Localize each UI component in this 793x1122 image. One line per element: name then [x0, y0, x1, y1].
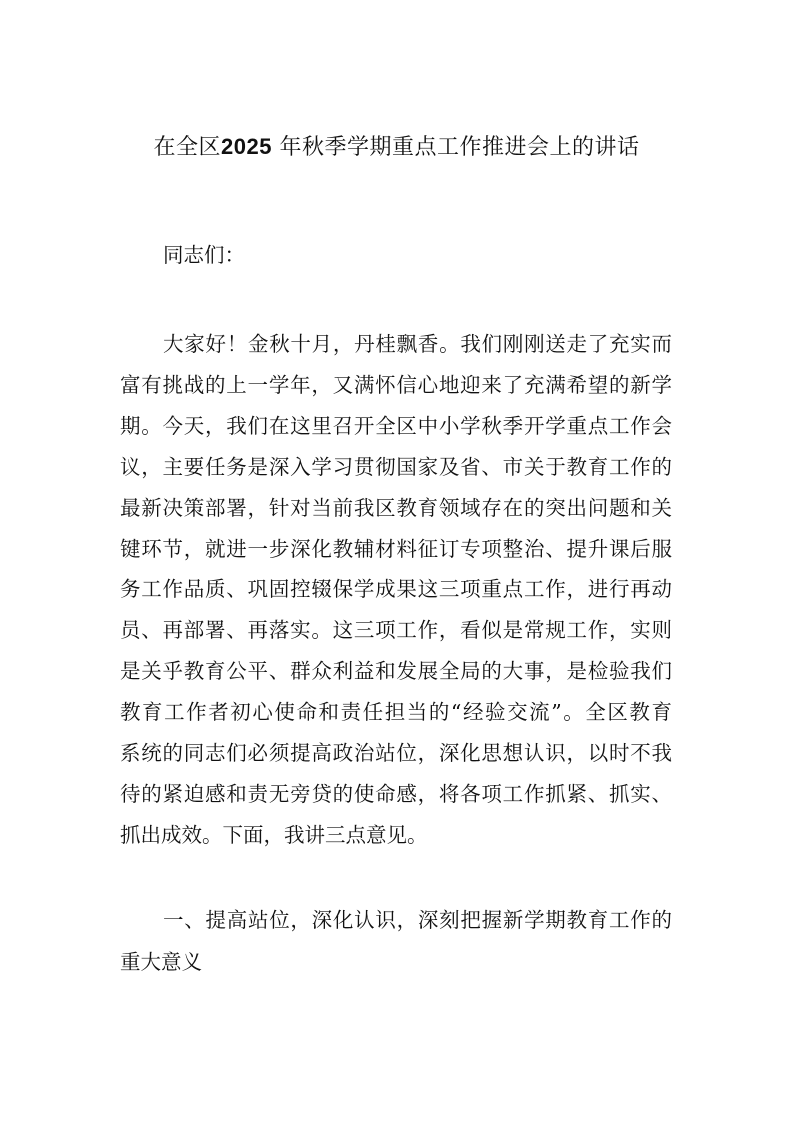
- text-line: 最新决策部署，针对当前我区教育领域存在的突出问题和关: [120, 495, 672, 520]
- text-line: 键环节，就进一步深化教辅材料征订专项整治、提升课后服: [120, 536, 672, 561]
- title-prefix: 在全区: [153, 135, 222, 160]
- document-title: [0, 130, 793, 161]
- text-line: 大家好！金秋十月，丹桂飘香。我们刚刚送走了充实而: [163, 332, 672, 356]
- text-line: 抓出成效。下面，我讲三点意见。: [120, 822, 428, 847]
- text-line: 期。今天，我们在这里召开全区中小学秋季开学重点工作会: [120, 413, 672, 438]
- text-line: 务工作品质、巩固控辍保学成果这三项重点工作，进行再动: [120, 577, 672, 602]
- text-line: 员、再部署、再落实。这三项工作，看似是常规工作，实则: [120, 618, 672, 643]
- text-line: 待的紧迫感和责无旁贷的使命感，将各项工作抓紧、抓实、: [120, 781, 672, 806]
- text-line: 系统的同志们必须提高政治站位，深化思想认识，以时不我: [120, 741, 672, 765]
- title-year: 2025: [221, 134, 272, 159]
- salutation: 同志们：: [163, 243, 245, 267]
- text-line: 是关乎教育公平、群众利益和发展全局的大事，是检验我们: [120, 659, 672, 684]
- text-line: 教育工作者初心使命和责任担当的“经验交流”。全区教育: [120, 700, 672, 725]
- text-line: 重大意义: [120, 949, 202, 974]
- text-line: 一、提高站位，深化认识，深刻把握新学期教育工作的: [163, 908, 672, 932]
- text-line: 议，主要任务是深入学习贯彻国家及省、市关于教育工作的: [120, 454, 672, 479]
- text-line: 富有挑战的上一学年，又满怀信心地迎来了充满希望的新学: [120, 372, 672, 397]
- title-suffix: 年秋季学期重点工作推进会上的讲话: [271, 135, 640, 160]
